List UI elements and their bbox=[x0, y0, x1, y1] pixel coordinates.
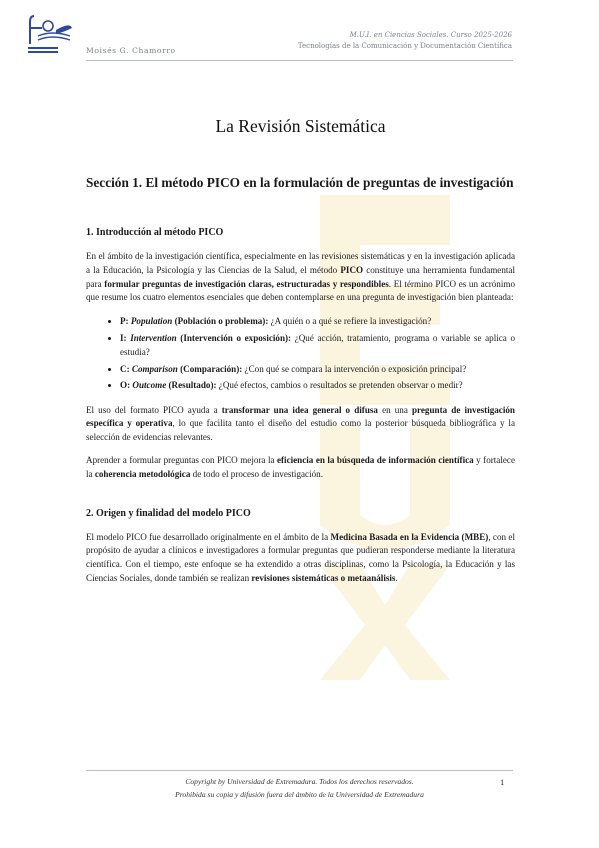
subsection-1-heading: 1. Introducción al método PICO bbox=[86, 227, 224, 238]
list-item: • O: Outcome (Resultado): ¿Qué efectos, cambios o resultados se pretenden observar o medir? bbox=[120, 378, 515, 393]
university-logo bbox=[26, 14, 74, 58]
list-item: • I: Intervention (Intervención o exposición): ¿Qué acción, tratamiento, programa o variable se aplica o estudia? bbox=[120, 331, 515, 360]
section-1-title: Sección 1. El método PICO en la formulación de preguntas de investigación bbox=[86, 175, 514, 190]
footer-line-1: Copyright by Universidad de Extremadura. Todos los derechos reservados. bbox=[185, 777, 414, 786]
document-body bbox=[86, 116, 515, 595]
list-item: • P: Population (Población o problema): ¿A quién o a qué se refiere la investigación? bbox=[120, 314, 515, 329]
header-subject: Tecnologías de la Comunicación y Documentación Científica bbox=[297, 42, 512, 50]
footer-line-2: Prohibida su copia y difusión fuera del ámbito de la Universidad de Extremadura bbox=[175, 789, 424, 799]
header-rule bbox=[86, 60, 513, 61]
footer-copyright bbox=[86, 776, 513, 801]
intro-paragraph: En el ámbito de la investigación científica, especialmente en las revisiones sistemáticas y en la investigación aplicada a la Educación, la Psicología y las Ciencias de la Salud, el método PICO constituye una herramienta fundamental para formular preguntas de investigación claras, estructuradas y respondibles. El término PICO es un acrónimo que resume los cuatro elementos esenciales que deben contemplarse en una pregunta de investigación bien planteada: bbox=[86, 251, 515, 303]
pico-list bbox=[86, 314, 515, 393]
header-author: Moisés G. Chamorro bbox=[86, 46, 176, 55]
document-title: La Revisión Sistemática bbox=[215, 116, 386, 136]
header-course-info bbox=[298, 30, 512, 52]
origin-paragraph: El modelo PICO fue desarrollado originalmente en el ámbito de la Medicina Basada en la Evidencia (MBE), con el propósito de ayudar a clínicos e investigadores a formular preguntas que pudieran responderse mediante la literatura científica. Con el tiempo, este enfoque se ha extendido a otras disciplinas, como la Psicología, la Educación y las Ciencias Sociales, donde también se realizan revisiones sistemáticas o metaanálisis. bbox=[86, 531, 515, 584]
pico-usage-paragraph: El uso del formato PICO ayuda a transformar una idea general o difusa en una pregunta de investigación específica y operativa, lo que facilita tanto el diseño del estudio como la posterior búsqueda bibliográfica y la selección de evidencias relevantes. bbox=[86, 404, 515, 443]
subsection-2-heading: 2. Origen y finalidad del modelo PICO bbox=[86, 507, 251, 519]
pico-benefits-paragraph: Aprender a formular preguntas con PICO mejora la eficiencia en la búsqueda de información científica y fortalece la coherencia metodológica de todo el proceso de investigación. bbox=[86, 455, 515, 479]
footer-rule bbox=[86, 770, 513, 771]
list-item: • C: Comparison (Comparación): ¿Con qué se compara la intervención o exposición principal? bbox=[120, 362, 515, 377]
page-number: 1 bbox=[500, 777, 505, 787]
header-course: M.U.I. en Ciencias Sociales. Curso 2025-2026 bbox=[349, 31, 512, 39]
